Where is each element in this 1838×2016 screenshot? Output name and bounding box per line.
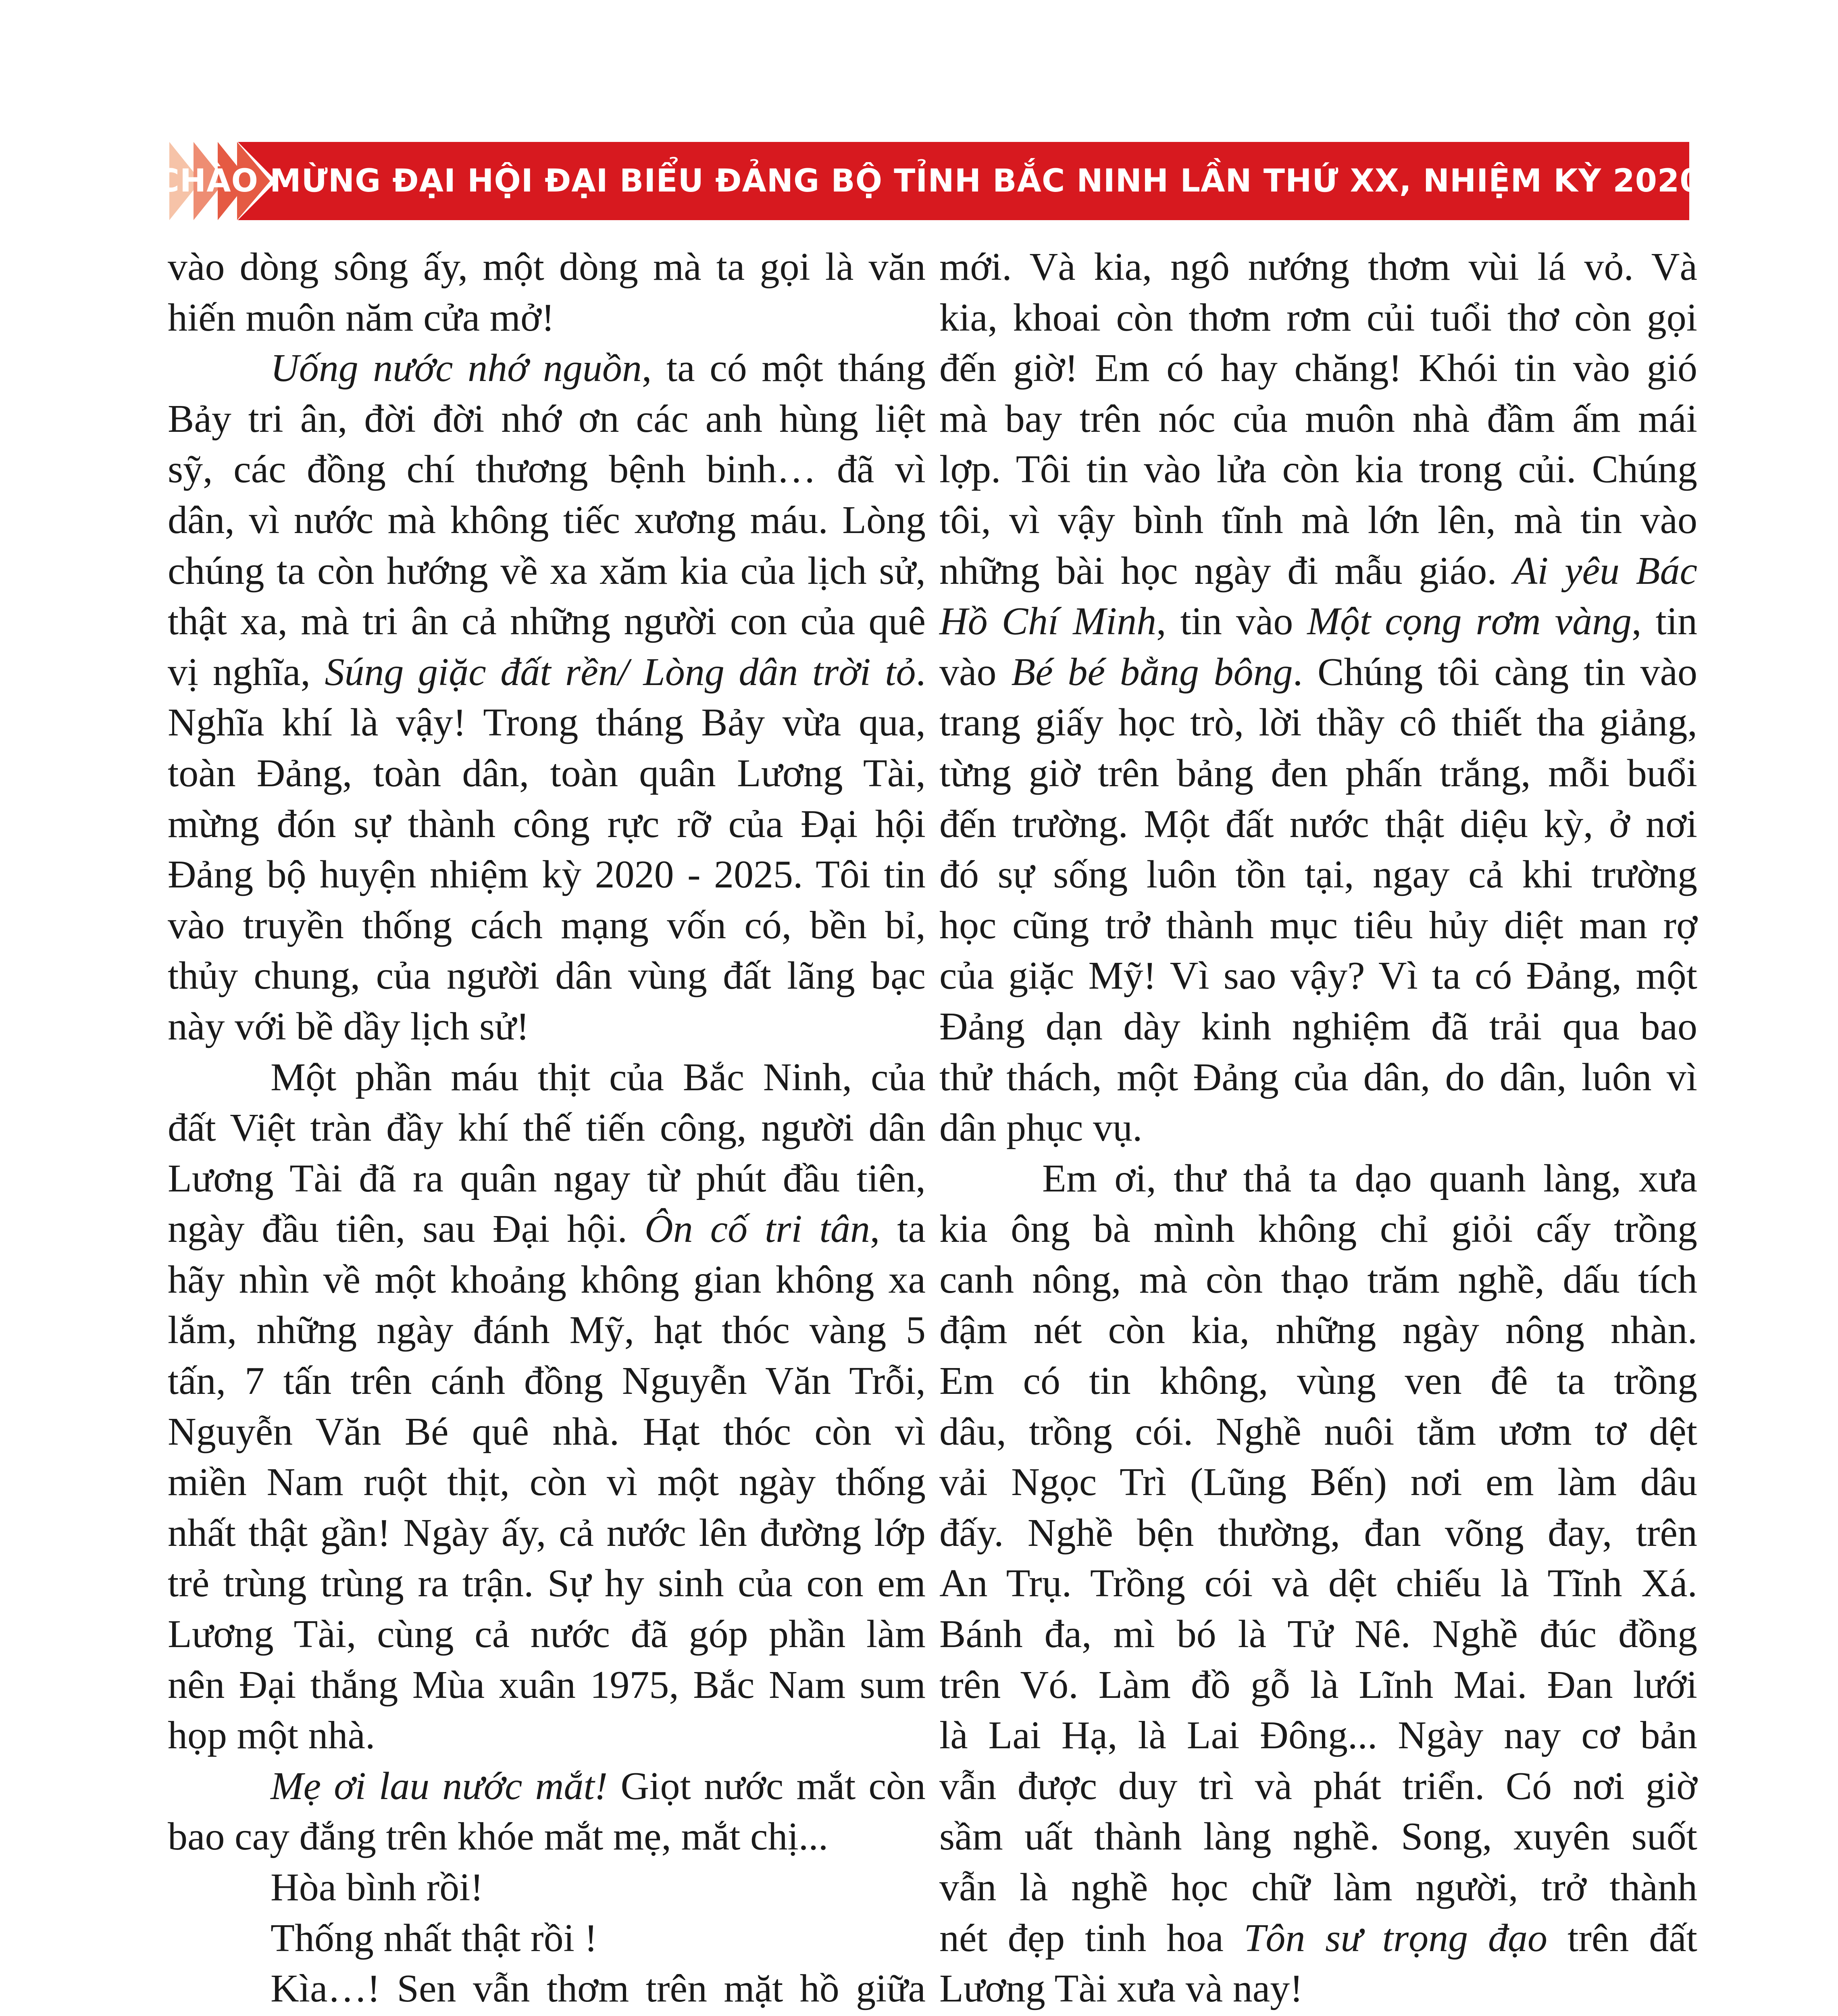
text-line: những bài học ngày đi mẫu giáo. Ai yêu Bác	[939, 549, 1698, 593]
text-line: lợp. Tôi tin vào lửa còn kia trong củi. Chúng	[939, 448, 1697, 492]
text-line: nhất thật gần! Ngày ấy, cả nước lên đường lớp	[168, 1511, 926, 1555]
text-line: ngày đầu tiên, sau Đại hội. Ôn cố tri tân, ta	[168, 1207, 926, 1251]
text-line: Bảy tri ân, đời đời nhớ ơn các anh hùng liệt	[168, 397, 926, 441]
text-line: Hồ Chí Minh, tin vào Một cọng rơm vàng, tin	[939, 600, 1697, 644]
text-line: kia, khoai còn thơm rơm củi tuổi thơ còn gọi	[939, 296, 1697, 339]
header-title: CHÀO MỪNG ĐẠI HỘI ĐẠI BIỂU ĐẢNG BỘ TỈNH BẮC NINH LẦN THỨ XX, NHIỆM KỲ 2020 - 2025	[156, 163, 1828, 199]
text-line: lắm, những ngày đánh Mỹ, hạt thóc vàng 5	[168, 1308, 926, 1352]
text-line: của giặc Mỹ! Vì sao vậy? Vì ta có Đảng, một	[939, 954, 1697, 998]
text-line: thật xa, mà tri ân cả những người con của quê	[168, 600, 926, 644]
text-line: canh nông, mà còn thạo trăm nghề, dấu tích	[939, 1258, 1697, 1302]
text-line: Lương Tài đã ra quân ngay từ phút đầu tiên,	[168, 1156, 926, 1200]
text-line: vải Ngọc Trì (Lũng Bến) nơi em làm dâu	[939, 1460, 1697, 1504]
text-line: trang giấy học trò, lời thầy cô thiết tha giảng,	[939, 701, 1697, 745]
text-line: này với bề dầy lịch sử!	[168, 1004, 529, 1048]
text-line: dân, vì nước mà không tiếc xương máu. Lòng	[168, 498, 926, 542]
text-line: đến trường. Một đất nước thật diệu kỳ, ở nơi	[939, 802, 1697, 846]
text-line: miền Nam ruột thịt, còn vì một ngày thống	[168, 1460, 926, 1504]
text-line: tôi, vì vậy bình tĩnh mà lớn lên, mà tin vào	[939, 498, 1697, 542]
text-line: đó sự sống luôn tồn tại, ngay cả khi trường	[939, 853, 1697, 897]
text-line: vị nghĩa, Súng giặc đất rền/ Lòng dân trời tỏ.	[168, 650, 926, 694]
text-line: vẫn là nghề học chữ làm người, trở thành	[939, 1866, 1697, 1909]
text-line: Lương Tài xưa và nay!	[939, 1967, 1303, 2011]
text-line: Đảng dạn dày kinh nghiệm đã trải qua bao	[939, 1004, 1697, 1048]
text-line: trên Vó. Làm đồ gỗ là Lĩnh Mai. Đan lưới	[939, 1663, 1697, 1707]
text-line: Em ơi, thư thả ta dạo quanh làng, xưa	[1042, 1156, 1697, 1200]
text-line: Đảng bộ huyện nhiệm kỳ 2020 - 2025. Tôi tin	[168, 853, 926, 897]
text-line: thủy chung, của người dân vùng đất lãng bạc	[168, 954, 926, 998]
text-line: vào dòng sông ấy, một dòng mà ta gọi là văn	[168, 245, 926, 289]
text-line: dâu, trồng cói. Nghề nuôi tằm ươm tơ dệt	[939, 1410, 1697, 1454]
text-line: kia ông bà mình không chỉ giỏi cấy trồng	[939, 1207, 1697, 1251]
text-line: đậm nét còn kia, những ngày nông nhàn.	[939, 1308, 1697, 1352]
text-line: sầm uất thành làng nghề. Song, xuyên suốt	[939, 1815, 1697, 1859]
text-line: hiến muôn năm cửa mở!	[168, 296, 555, 339]
text-line: Em có tin không, vùng ven đê ta trồng	[939, 1359, 1697, 1403]
text-line: bao cay đắng trên khóe mắt mẹ, mắt chị...	[168, 1815, 828, 1859]
text-line: chúng ta còn hướng về xa xăm kia của lịch sử,	[168, 549, 926, 593]
text-line: mới. Và kia, ngô nướng thơm vùi lá vỏ. Và	[939, 245, 1697, 289]
text-line: An Trụ. Trồng cói và dệt chiếu là Tĩnh Xá.	[939, 1562, 1697, 1606]
text-line: Lương Tài, cùng cả nước đã góp phần làm	[168, 1612, 926, 1656]
text-line	[168, 2014, 926, 2016]
text-line: Nguyễn Văn Bé quê nhà. Hạt thóc còn vì	[168, 1410, 926, 1454]
text-line: Nghĩa khí là vậy! Trong tháng Bảy vừa qua,	[168, 701, 926, 745]
text-line: hãy nhìn về một khoảng không gian không xa	[168, 1258, 926, 1302]
text-line: là Lai Hạ, là Lai Đông... Ngày nay cơ bản	[939, 1714, 1697, 1758]
text-line: học cũng trở thành mục tiêu hủy diệt man rợ	[939, 903, 1697, 947]
text-line: dân phục vụ.	[939, 1106, 1143, 1150]
text-line: vào truyền thống cách mạng vốn có, bền bỉ,	[168, 903, 926, 947]
text-line: Một phần máu thịt của Bắc Ninh, của	[271, 1055, 926, 1099]
text-line: đấy. Nghề bện thường, đan võng đay, trên	[939, 1511, 1697, 1555]
text-line: nên Đại thắng Mùa xuân 1975, Bắc Nam sum	[168, 1663, 926, 1707]
text-line	[939, 2014, 1697, 2016]
text-line: sỹ, các đồng chí thương bệnh binh… đã vì	[168, 448, 926, 492]
text-line: đất Việt tràn đầy khí thế tiến công, người dân	[168, 1106, 926, 1150]
text-line: toàn Đảng, toàn dân, toàn quân Lương Tài,	[168, 751, 926, 795]
left-column	[168, 242, 926, 2016]
text-line: thử thách, một Đảng của dân, do dân, luôn vì	[939, 1055, 1697, 1099]
right-column	[939, 242, 1697, 2016]
text-line: Thống nhất thật rồi !	[271, 1916, 598, 1960]
text-line: mà bay trên nóc của muôn nhà đầm ấm mái	[939, 397, 1697, 441]
text-line: mừng đón sự thành công rực rỡ của Đại hội	[168, 802, 926, 846]
text-line: vào Bé bé bằng bông. Chúng tôi càng tin vào	[939, 650, 1697, 694]
text-line: từng giờ trên bảng đen phấn trắng, mỗi buổi	[939, 751, 1697, 795]
text-line: nét đẹp tinh hoa Tôn sư trọng đạo trên đất	[939, 1916, 1697, 1960]
text-line: Bánh đa, mì bó là Tử Nê. Nghề đúc đồng	[939, 1612, 1697, 1656]
text-line: trẻ trùng trùng ra trận. Sự hy sinh của con em	[168, 1562, 926, 1606]
text-line: vẫn được duy trì và phát triển. Có nơi giờ	[939, 1764, 1697, 1808]
text-line: Kìa…! Sen vẫn thơm trên mặt hồ giữa	[271, 1967, 926, 2011]
text-line: Mẹ ơi lau nước mắt! Giọt nước mắt còn	[271, 1764, 926, 1808]
header-banner	[156, 142, 1828, 220]
text-line: tấn, 7 tấn trên cánh đồng Nguyễn Văn Trỗi,	[168, 1359, 926, 1403]
text-line: Uống nước nhớ nguồn, ta có một tháng	[271, 346, 926, 390]
text-line: họp một nhà.	[168, 1714, 375, 1758]
text-line: Hòa bình rồi!	[271, 1866, 483, 1909]
text-line: đến giờ! Em có hay chăng! Khói tin vào gió	[939, 346, 1697, 390]
